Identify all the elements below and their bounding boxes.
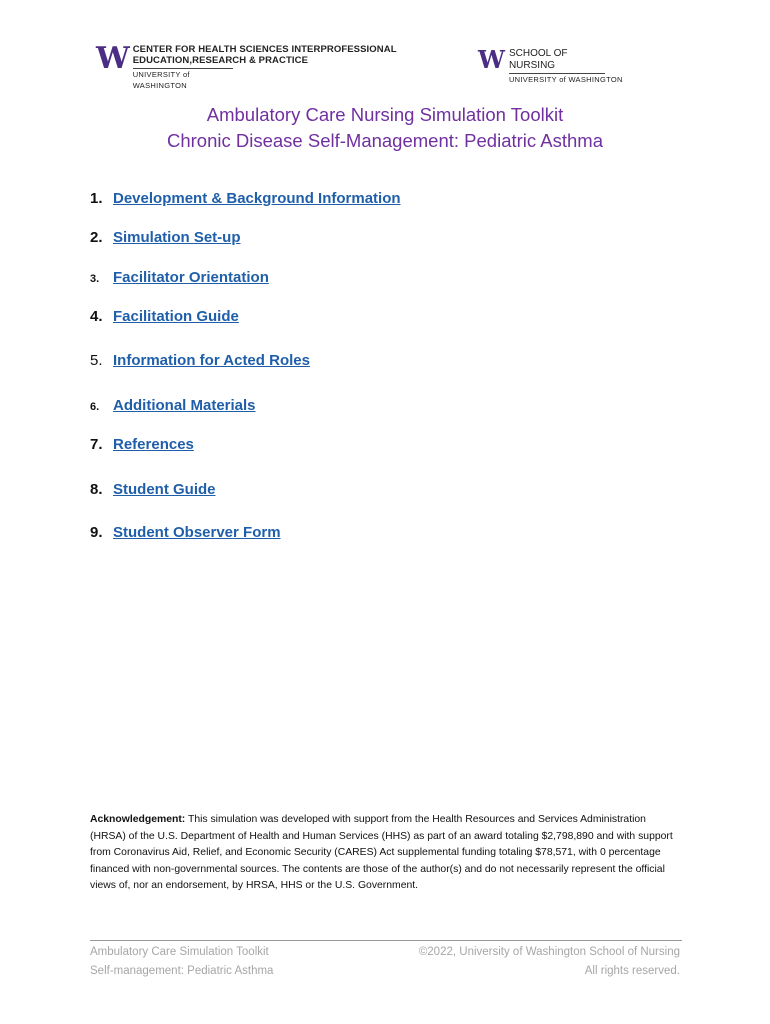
- toc-number: 3.: [90, 273, 100, 285]
- toc-link-student-observer-form[interactable]: Student Observer Form: [113, 524, 281, 541]
- chs-logo-line1: CENTER FOR HEALTH SCIENCES INTERPROFESSIONAL: [132, 44, 397, 55]
- son-logo-text: [509, 48, 623, 85]
- toc-link-facilitation-guide[interactable]: Facilitation Guide: [113, 308, 239, 325]
- document-title: Ambulatory Care Nursing Simulation Toolkit: [206, 104, 564, 125]
- document-subtitle: Chronic Disease Self-Management: Pediatric Asthma: [167, 130, 603, 151]
- footer-copyright: ©2022, University of Washington School of Nursing: [418, 946, 680, 958]
- toc-link-references[interactable]: References: [113, 436, 194, 453]
- acknowledgement-paragraph: [90, 812, 682, 895]
- toc-number: 5.: [90, 352, 103, 369]
- toc-item: [90, 481, 216, 498]
- toc-link-simulation-setup[interactable]: Simulation Set-up: [113, 229, 241, 246]
- uw-w-logo-icon: W: [96, 41, 127, 76]
- son-logo-line2: UNIVERSITY of WASHINGTON: [508, 75, 623, 84]
- toc-item: [90, 352, 310, 369]
- footer-toolkit-name: Ambulatory Care Simulation Toolkit: [90, 946, 269, 958]
- toc-link-facilitator-orientation[interactable]: Facilitator Orientation: [113, 269, 269, 286]
- footer-right: [419, 943, 680, 981]
- toc-number: 1.: [90, 190, 103, 207]
- footer-module-name: Self-management: Pediatric Asthma: [90, 965, 274, 977]
- toc-item: [90, 308, 239, 325]
- toc-item: [90, 269, 269, 286]
- footer-divider: [90, 940, 682, 941]
- toc-link-student-guide[interactable]: Student Guide: [113, 481, 216, 498]
- toc-item: [90, 524, 281, 541]
- toc-number: 4.: [90, 308, 103, 325]
- school-of-nursing-logo: [478, 45, 623, 85]
- son-logo-line1: SCHOOL OF NURSING: [509, 48, 605, 74]
- chs-logo-text: [133, 44, 397, 91]
- footer-left: [90, 943, 273, 981]
- toc-number: 2.: [90, 229, 103, 246]
- toc-item: [90, 436, 194, 453]
- toc-item: [90, 190, 401, 207]
- toc-link-development-background[interactable]: Development & Background Information: [113, 190, 401, 207]
- toc-link-additional-materials[interactable]: Additional Materials: [113, 397, 256, 414]
- toc-number: 9.: [90, 524, 103, 541]
- toc-number: 6.: [90, 401, 100, 413]
- toc-number: 7.: [90, 436, 103, 453]
- toc-number: 8.: [90, 481, 103, 498]
- acknowledgement-body: This simulation was developed with support from the Health Resources and Services Administration (HRSA) of the U.S. Department of Health and Human Services (HHS) as part of an award totaling $2,798,890 and with support from Coronavirus Aid, Relief, and Economic Security (CARES) Act supplemental funding totaling $78,571, with 0 percentage financed with non-governmental sources. The contents are those of the author(s) and do not necessarily represent the official views of, nor an endorsement, by HRSA, HHS or the U.S. Government.: [90, 814, 673, 891]
- uw-w-logo-icon: W: [478, 45, 503, 74]
- footer-rights: All rights reserved.: [584, 965, 680, 977]
- chs-logo-line3: UNIVERSITY of WASHINGTON: [133, 68, 233, 91]
- acknowledgement-heading: Acknowledgement:: [90, 814, 186, 825]
- toc-item: [90, 229, 241, 246]
- chs-logo-line2: EDUCATION,RESEARCH & PRACTICE: [132, 55, 309, 66]
- chs-iperp-logo: [96, 41, 397, 91]
- toc-item: [90, 397, 256, 414]
- toc-link-acted-roles[interactable]: Information for Acted Roles: [113, 352, 310, 369]
